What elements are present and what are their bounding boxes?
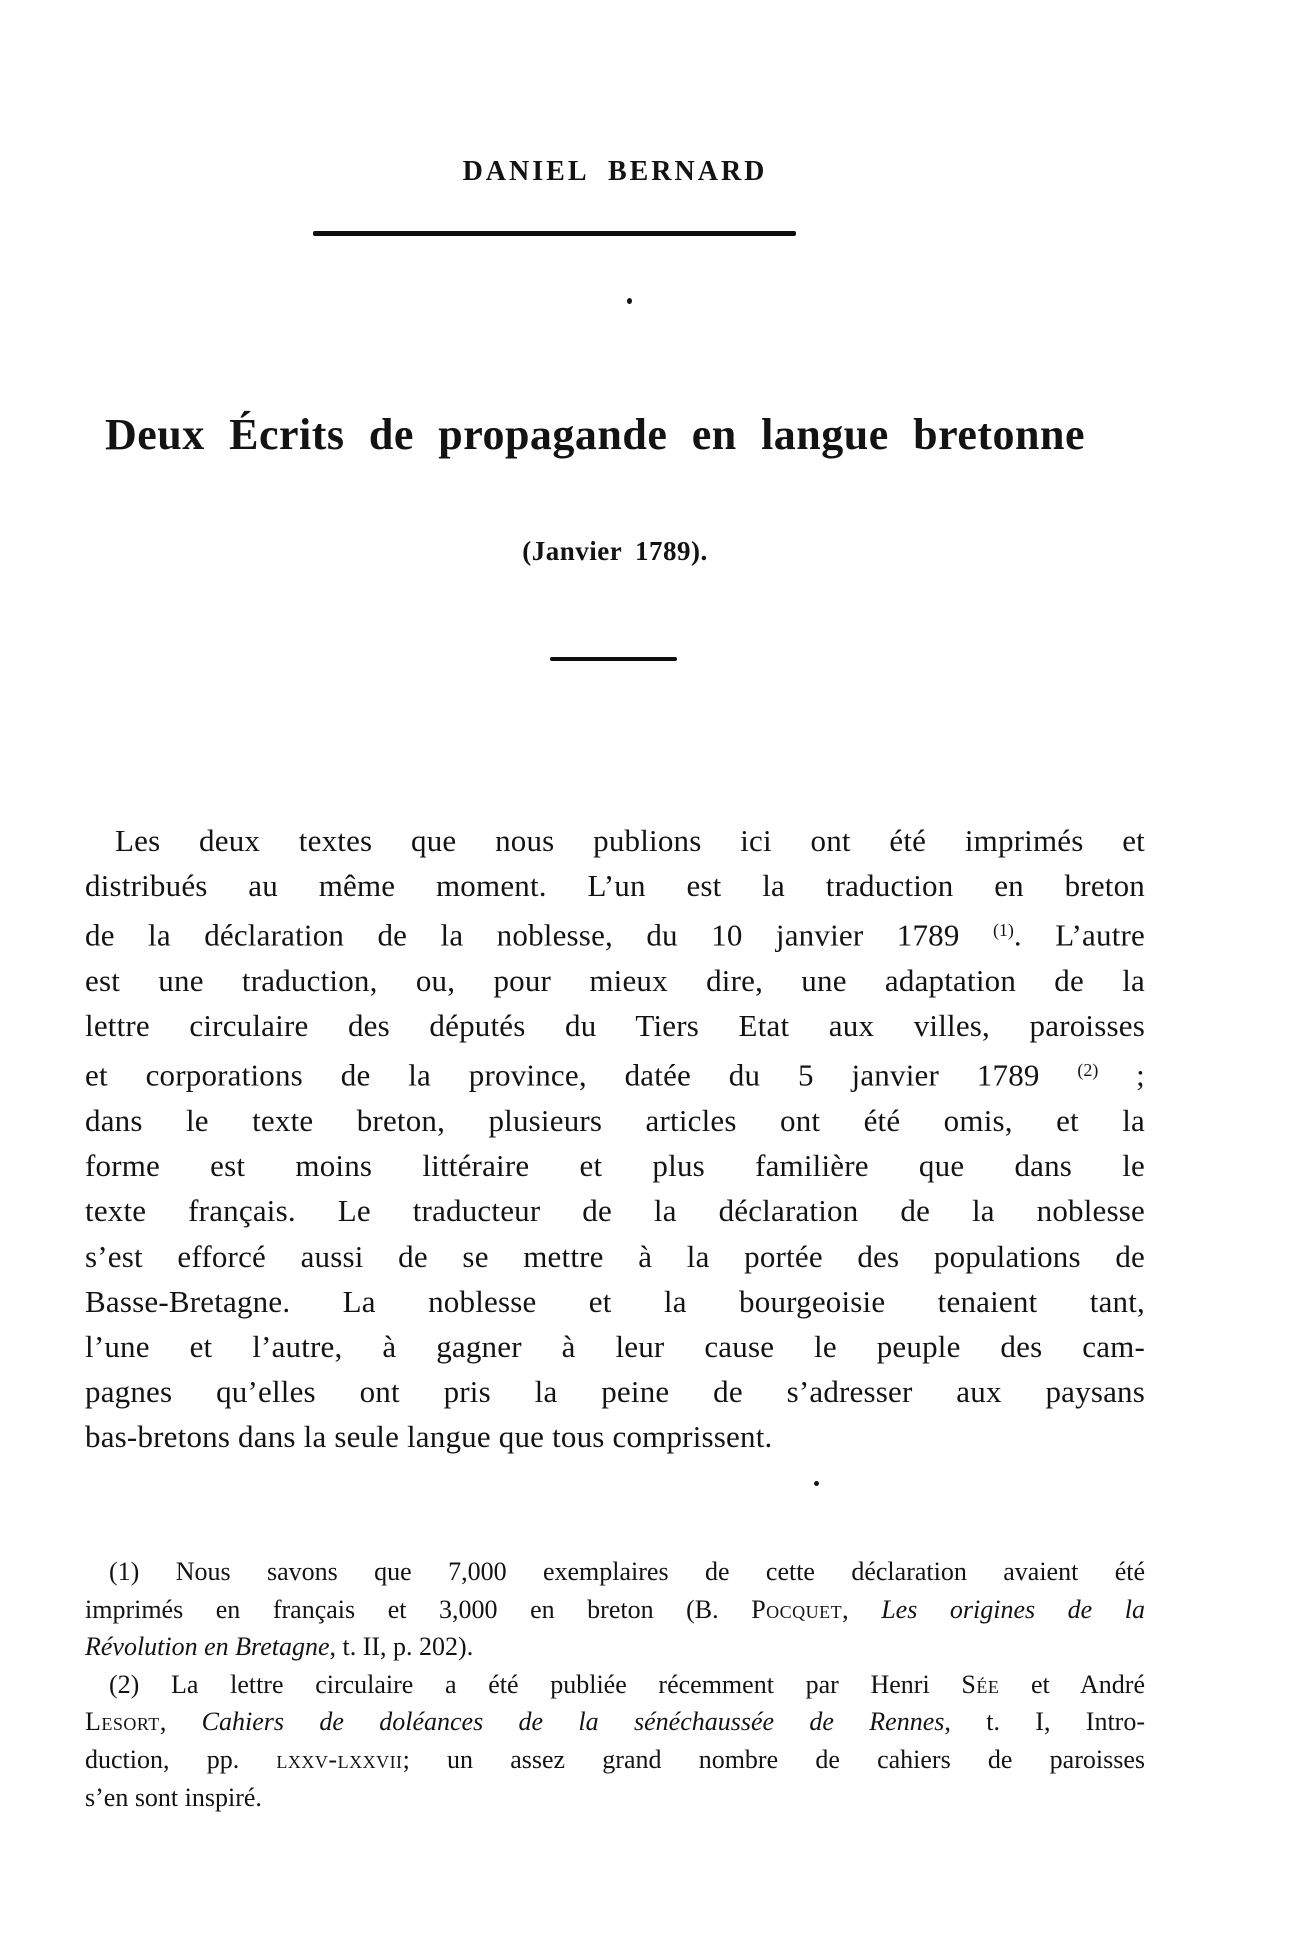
text-segment: duction, pp. xyxy=(85,1744,277,1774)
text-line xyxy=(85,818,1145,863)
article-title: Deux Écrits de propagande en langue bretonne xyxy=(105,410,1085,459)
text-segment: s’est efforcé aussi de se mettre à la portée des populations de xyxy=(85,1238,1145,1274)
text-line xyxy=(85,1048,1145,1098)
text-segment: Pocquet xyxy=(751,1594,843,1624)
text-segment: bas-bretons dans la seule langue que tous comprissent. xyxy=(85,1419,773,1455)
ink-dot-artifact xyxy=(814,1481,819,1486)
text-segment: , xyxy=(842,1594,882,1624)
text-segment: s’en sont inspiré. xyxy=(85,1782,262,1812)
text-segment: , t. I, Intro- xyxy=(944,1707,1145,1737)
text-segment: Sée xyxy=(961,1669,1000,1699)
text-segment: distribués au même moment. L’un est la traduction en breton xyxy=(85,868,1145,904)
text-line xyxy=(85,1628,1145,1666)
text-segment: dans le texte breton, plusieurs articles ont été omis, et la xyxy=(85,1102,1145,1138)
text-segment: ; un assez grand nombre de cahiers de paroisses xyxy=(402,1744,1145,1774)
ink-dot-artifact xyxy=(627,298,632,304)
text-segment: ; xyxy=(1098,1057,1145,1093)
text-line xyxy=(85,1188,1145,1233)
text-segment: Révolution en Bretagne xyxy=(85,1632,330,1662)
text-line xyxy=(85,1666,1145,1704)
text-line xyxy=(85,1553,1145,1591)
header-rule xyxy=(313,231,796,236)
text-segment: Cahiers de doléances de la sénéchaussée de Rennes xyxy=(201,1707,945,1737)
text-segment: Les deux textes que nous publions ici ont été imprimés et xyxy=(115,823,1145,858)
text-segment: l’une et l’autre, à gagner à leur cause le peuple des cam- xyxy=(85,1328,1145,1364)
text-segment: et corporations de la province, datée du 5 janvier 1789 xyxy=(85,1057,1078,1093)
text-segment: , xyxy=(159,1707,202,1737)
text-segment: imprimés en français et 3,000 en breton (B. xyxy=(85,1594,752,1624)
text-segment: de la déclaration de la noblesse, du 10 janvier 1789 xyxy=(85,917,993,953)
text-line xyxy=(85,1703,1145,1741)
text-line xyxy=(85,1369,1145,1414)
text-line xyxy=(85,863,1145,908)
text-segment: et André xyxy=(999,1669,1145,1699)
section-rule xyxy=(550,657,677,661)
text-line xyxy=(85,1098,1145,1143)
text-segment: Les origines de la xyxy=(881,1594,1145,1624)
text-segment: Basse-Bretagne. La noblesse et la bourgeoisie tenaient tant, xyxy=(85,1283,1145,1319)
text-line xyxy=(85,1414,1145,1459)
text-line xyxy=(85,908,1145,958)
text-line xyxy=(85,1143,1145,1188)
text-line xyxy=(85,1779,1145,1817)
article-subtitle: (Janvier 1789). xyxy=(522,536,708,566)
text-segment: (1) Nous savons que 7,000 exemplaires de cette déclaration avaient été xyxy=(109,1557,1145,1586)
text-segment: (2) xyxy=(1077,1060,1099,1081)
text-segment: lettre circulaire des députés du Tiers Etat aux villes, paroisses xyxy=(85,1008,1145,1044)
author-heading: DANIEL BERNARD xyxy=(462,156,768,187)
text-segment: . L’autre xyxy=(1013,917,1146,953)
text-segment: forme est moins littéraire et plus familière que dans le xyxy=(85,1148,1145,1184)
text-segment: , t. II, p. 202). xyxy=(329,1632,474,1662)
text-segment: lxxv-lxxvii xyxy=(276,1744,403,1774)
text-line xyxy=(85,1741,1145,1779)
text-segment: texte français. Le traducteur de la déclaration de la noblesse xyxy=(85,1193,1145,1229)
footnote-block xyxy=(85,1553,1145,1816)
text-block xyxy=(85,0,1145,1950)
body-paragraph xyxy=(85,818,1145,1460)
text-segment: (1) xyxy=(992,920,1014,941)
text-segment: est une traduction, ou, pour mieux dire, une adaptation de la xyxy=(85,962,1145,998)
text-segment: Lesort xyxy=(85,1707,160,1737)
text-line xyxy=(85,1591,1145,1629)
text-line xyxy=(85,1324,1145,1369)
text-segment: pagnes qu’elles ont pris la peine de s’adresser aux paysans xyxy=(85,1374,1145,1410)
text-segment: (2) La lettre circulaire a été publiée récemment par Henri xyxy=(109,1669,962,1699)
text-line xyxy=(85,1279,1145,1324)
text-line xyxy=(85,1234,1145,1279)
text-line xyxy=(85,958,1145,1003)
text-line xyxy=(85,1003,1145,1048)
